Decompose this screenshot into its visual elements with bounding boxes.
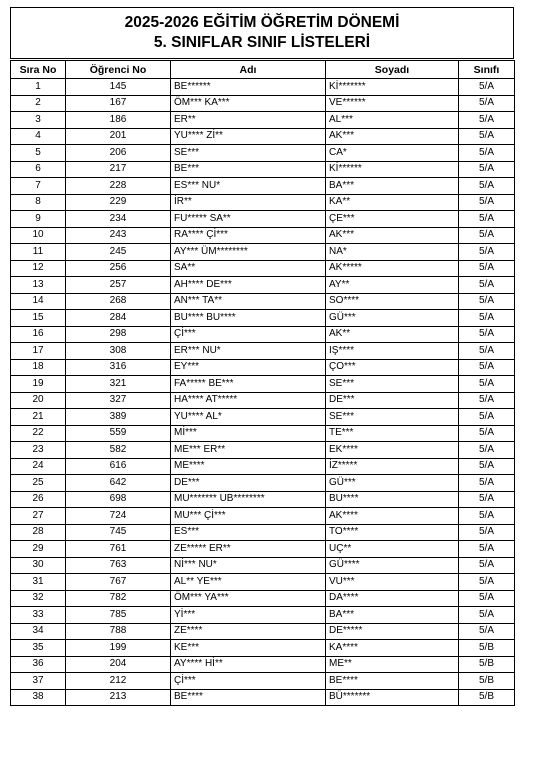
table-row [11,541,515,558]
ogrenci-no-cell: 316 [66,359,171,376]
sira-no-cell: 10 [11,227,66,244]
adi-cell: FA***** BE*** [171,376,326,393]
table-row [11,359,515,376]
ogrenci-no-cell: 217 [66,161,171,178]
sinifi-cell: 5/A [459,79,515,96]
adi-cell: YU**** Zİ** [171,128,326,145]
ogrenci-no-cell: 201 [66,128,171,145]
ogrenci-no-cell: 745 [66,524,171,541]
sinifi-cell: 5/A [459,145,515,162]
soyadi-cell: KA** [326,194,459,211]
soyadi-cell: KA**** [326,640,459,657]
sinifi-cell: 5/B [459,640,515,657]
adi-cell: SA** [171,260,326,277]
sinifi-cell: 5/A [459,541,515,558]
column-header-adi: Adı [171,61,326,79]
ogrenci-no-cell: 321 [66,376,171,393]
table-row [11,640,515,657]
adi-cell: ER** [171,112,326,129]
sira-no-cell: 8 [11,194,66,211]
soyadi-cell: SE*** [326,376,459,393]
sinifi-cell: 5/A [459,392,515,409]
soyadi-cell: BE**** [326,673,459,690]
table-row [11,689,515,706]
adi-cell: ME**** [171,458,326,475]
table-row [11,128,515,145]
table-row [11,244,515,261]
soyadi-cell: EK**** [326,442,459,459]
sira-no-cell: 6 [11,161,66,178]
sira-no-cell: 3 [11,112,66,129]
sinifi-cell: 5/A [459,475,515,492]
sira-no-cell: 34 [11,623,66,640]
sinifi-cell: 5/A [459,425,515,442]
table-row [11,178,515,195]
soyadi-cell: UÇ** [326,541,459,558]
sira-no-cell: 26 [11,491,66,508]
table-row [11,112,515,129]
sinifi-cell: 5/A [459,95,515,112]
table-row [11,95,515,112]
ogrenci-no-cell: 559 [66,425,171,442]
sinifi-cell: 5/A [459,211,515,228]
soyadi-cell: BÜ******* [326,689,459,706]
sira-no-cell: 15 [11,310,66,327]
column-header-sira-no: Sıra No [11,61,66,79]
adi-cell: AY*** ÜM******** [171,244,326,261]
adi-cell: ÖM*** KA*** [171,95,326,112]
ogrenci-no-cell: 212 [66,673,171,690]
adi-cell: SE*** [171,145,326,162]
soyadi-cell: VU*** [326,574,459,591]
table-row [11,376,515,393]
adi-cell: Yİ*** [171,607,326,624]
ogrenci-no-cell: 204 [66,656,171,673]
table-row [11,475,515,492]
adi-cell: AY**** Hİ** [171,656,326,673]
table-row [11,623,515,640]
soyadi-cell: SO**** [326,293,459,310]
page-subtitle: 5. SINIFLAR SINIF LİSTELERİ [153,34,371,51]
soyadi-cell: DA**** [326,590,459,607]
ogrenci-no-cell: 284 [66,310,171,327]
adi-cell: AN*** TA** [171,293,326,310]
table-row [11,442,515,459]
table-row [11,194,515,211]
sinifi-cell: 5/A [459,112,515,129]
soyadi-cell: VE****** [326,95,459,112]
adi-cell: FU***** SA** [171,211,326,228]
sinifi-cell: 5/B [459,656,515,673]
soyadi-cell: BA*** [326,607,459,624]
title-box [10,7,514,59]
adi-cell: ER*** NU* [171,343,326,360]
soyadi-cell: IŞ**** [326,343,459,360]
adi-cell: ES*** NU* [171,178,326,195]
adi-cell: AL** YE*** [171,574,326,591]
adi-cell: BE*** [171,161,326,178]
soyadi-cell: BA*** [326,178,459,195]
soyadi-cell: DE*** [326,392,459,409]
sira-no-cell: 27 [11,508,66,525]
ogrenci-no-cell: 785 [66,607,171,624]
sira-no-cell: 21 [11,409,66,426]
adi-cell: MU*** Çİ*** [171,508,326,525]
sinifi-cell: 5/A [459,409,515,426]
soyadi-cell: TO**** [326,524,459,541]
sira-no-cell: 38 [11,689,66,706]
sira-no-cell: 19 [11,376,66,393]
ogrenci-no-cell: 213 [66,689,171,706]
soyadi-cell: AY** [326,277,459,294]
table-row [11,574,515,591]
adi-cell: EY*** [171,359,326,376]
ogrenci-no-cell: 234 [66,211,171,228]
sira-no-cell: 18 [11,359,66,376]
sinifi-cell: 5/A [459,491,515,508]
sinifi-cell: 5/B [459,689,515,706]
adi-cell: YU**** AL* [171,409,326,426]
sinifi-cell: 5/A [459,574,515,591]
sira-no-cell: 1 [11,79,66,96]
ogrenci-no-cell: 308 [66,343,171,360]
adi-cell: Nİ*** NU* [171,557,326,574]
adi-cell: ZE***** ER** [171,541,326,558]
table-row [11,491,515,508]
adi-cell: RA**** Çİ*** [171,227,326,244]
soyadi-cell: NA* [326,244,459,261]
column-header-sinifi: Sınıfı [459,61,515,79]
ogrenci-no-cell: 763 [66,557,171,574]
page-title: 2025-2026 EĞİTİM ÖĞRETİM DÖNEMİ [124,14,400,31]
adi-cell: ES*** [171,524,326,541]
table-row [11,343,515,360]
adi-cell: BU**** BU**** [171,310,326,327]
ogrenci-no-cell: 243 [66,227,171,244]
soyadi-cell: Kİ******* [326,79,459,96]
sira-no-cell: 36 [11,656,66,673]
sinifi-cell: 5/A [459,260,515,277]
sinifi-cell: 5/A [459,590,515,607]
soyadi-cell: GÜ*** [326,310,459,327]
ogrenci-no-cell: 616 [66,458,171,475]
sinifi-cell: 5/A [459,227,515,244]
sira-no-cell: 17 [11,343,66,360]
ogrenci-no-cell: 389 [66,409,171,426]
sira-no-cell: 33 [11,607,66,624]
ogrenci-no-cell: 199 [66,640,171,657]
adi-cell: HA**** AT***** [171,392,326,409]
sira-no-cell: 12 [11,260,66,277]
soyadi-cell: TE*** [326,425,459,442]
soyadi-cell: Kİ****** [326,161,459,178]
adi-cell: Çİ*** [171,326,326,343]
soyadi-cell: CA* [326,145,459,162]
sira-no-cell: 30 [11,557,66,574]
table-row [11,524,515,541]
sinifi-cell: 5/A [459,194,515,211]
adi-cell: ZE**** [171,623,326,640]
sira-no-cell: 23 [11,442,66,459]
ogrenci-no-cell: 327 [66,392,171,409]
ogrenci-no-cell: 698 [66,491,171,508]
sira-no-cell: 25 [11,475,66,492]
adi-cell: KE*** [171,640,326,657]
class-list-sheet [10,7,514,706]
sira-no-cell: 14 [11,293,66,310]
sinifi-cell: 5/A [459,524,515,541]
sinifi-cell: 5/A [459,376,515,393]
sira-no-cell: 29 [11,541,66,558]
sinifi-cell: 5/A [459,343,515,360]
soyadi-cell: AK** [326,326,459,343]
ogrenci-no-cell: 642 [66,475,171,492]
table-row [11,79,515,96]
sinifi-cell: 5/A [459,326,515,343]
table-row [11,293,515,310]
soyadi-cell: AK*** [326,227,459,244]
sinifi-cell: 5/A [459,359,515,376]
table-row [11,145,515,162]
table-row [11,557,515,574]
adi-cell: Çİ*** [171,673,326,690]
soyadi-cell: SE*** [326,409,459,426]
sinifi-cell: 5/A [459,458,515,475]
sira-no-cell: 13 [11,277,66,294]
ogrenci-no-cell: 724 [66,508,171,525]
adi-cell: BE****** [171,79,326,96]
sira-no-cell: 32 [11,590,66,607]
soyadi-cell: GÜ**** [326,557,459,574]
table-row [11,161,515,178]
adi-cell: ME*** ER** [171,442,326,459]
sira-no-cell: 11 [11,244,66,261]
soyadi-cell: GÜ*** [326,475,459,492]
sira-no-cell: 37 [11,673,66,690]
ogrenci-no-cell: 256 [66,260,171,277]
sira-no-cell: 24 [11,458,66,475]
ogrenci-no-cell: 145 [66,79,171,96]
adi-cell: Mİ*** [171,425,326,442]
ogrenci-no-cell: 767 [66,574,171,591]
ogrenci-no-cell: 229 [66,194,171,211]
table-row [11,590,515,607]
column-header-soyadi: Soyadı [326,61,459,79]
adi-cell: ÖM*** YA*** [171,590,326,607]
ogrenci-no-cell: 268 [66,293,171,310]
sira-no-cell: 28 [11,524,66,541]
adi-cell: AH**** DE*** [171,277,326,294]
soyadi-cell: AK**** [326,508,459,525]
soyadi-cell: ÇE*** [326,211,459,228]
sira-no-cell: 4 [11,128,66,145]
table-header-row [11,61,515,79]
ogrenci-no-cell: 167 [66,95,171,112]
sira-no-cell: 16 [11,326,66,343]
soyadi-cell: DE***** [326,623,459,640]
table-row [11,409,515,426]
sinifi-cell: 5/A [459,310,515,327]
table-row [11,326,515,343]
ogrenci-no-cell: 782 [66,590,171,607]
table-row [11,673,515,690]
ogrenci-no-cell: 245 [66,244,171,261]
sinifi-cell: 5/A [459,244,515,261]
ogrenci-no-cell: 228 [66,178,171,195]
soyadi-cell: BU**** [326,491,459,508]
ogrenci-no-cell: 206 [66,145,171,162]
sira-no-cell: 20 [11,392,66,409]
soyadi-cell: ÇO*** [326,359,459,376]
table-row [11,607,515,624]
table-row [11,310,515,327]
soyadi-cell: AK*** [326,128,459,145]
sinifi-cell: 5/A [459,161,515,178]
sinifi-cell: 5/B [459,673,515,690]
sira-no-cell: 22 [11,425,66,442]
sira-no-cell: 5 [11,145,66,162]
sinifi-cell: 5/A [459,557,515,574]
soyadi-cell: İZ***** [326,458,459,475]
sinifi-cell: 5/A [459,178,515,195]
ogrenci-no-cell: 257 [66,277,171,294]
table-row [11,392,515,409]
table-row [11,508,515,525]
ogrenci-no-cell: 761 [66,541,171,558]
sira-no-cell: 35 [11,640,66,657]
ogrenci-no-cell: 186 [66,112,171,129]
sinifi-cell: 5/A [459,442,515,459]
sira-no-cell: 31 [11,574,66,591]
sinifi-cell: 5/A [459,607,515,624]
column-header-ogrenci-no: Öğrenci No [66,61,171,79]
adi-cell: BE**** [171,689,326,706]
table-row [11,656,515,673]
table-row [11,260,515,277]
table-row [11,227,515,244]
table-row [11,277,515,294]
sinifi-cell: 5/A [459,508,515,525]
table-row [11,425,515,442]
ogrenci-no-cell: 298 [66,326,171,343]
sinifi-cell: 5/A [459,293,515,310]
sira-no-cell: 2 [11,95,66,112]
soyadi-cell: AL*** [326,112,459,129]
student-table [10,60,515,706]
table-row [11,211,515,228]
adi-cell: İR** [171,194,326,211]
soyadi-cell: AK***** [326,260,459,277]
adi-cell: DE*** [171,475,326,492]
sira-no-cell: 7 [11,178,66,195]
sinifi-cell: 5/A [459,128,515,145]
adi-cell: MU******* UB******** [171,491,326,508]
ogrenci-no-cell: 788 [66,623,171,640]
sira-no-cell: 9 [11,211,66,228]
table-row [11,458,515,475]
sinifi-cell: 5/A [459,277,515,294]
sinifi-cell: 5/A [459,623,515,640]
ogrenci-no-cell: 582 [66,442,171,459]
soyadi-cell: ME** [326,656,459,673]
